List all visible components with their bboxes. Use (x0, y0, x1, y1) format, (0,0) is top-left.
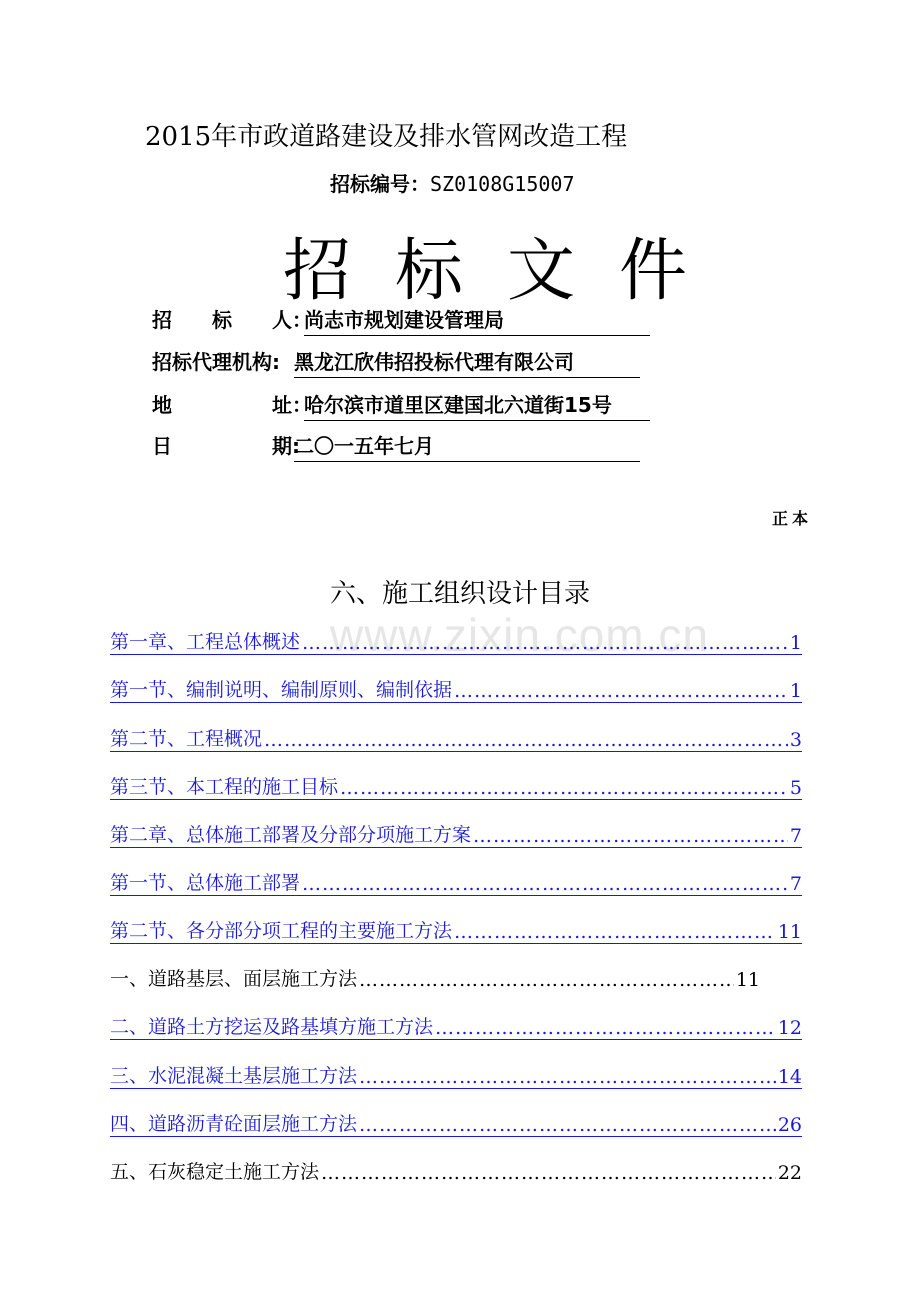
toc-heading: 六、施工组织设计目录 (329, 579, 590, 609)
toc-link-ch1[interactable] (110, 624, 802, 655)
toc-entry-lime-soil (110, 1154, 802, 1184)
toc-page-number: 3 (789, 729, 802, 751)
toc-leader-dots (454, 921, 776, 943)
toc-page-number: 12 (777, 1017, 802, 1039)
toc-leader-dots (359, 1114, 776, 1136)
toc-entry-title: 四、道路沥青砼面层施工方法 (110, 1113, 358, 1135)
info-value-tenderer: 尚志市规划建设管理局 (304, 304, 650, 336)
toc-entry-title: 第一章、工程总体概述 (110, 631, 301, 653)
toc-leader-dots (454, 680, 788, 702)
toc-entry-title: 第一节、编制说明、编制原则、编制依据 (110, 679, 453, 701)
toc-page-number: 7 (789, 873, 802, 895)
toc-leader-dots (264, 729, 788, 751)
bid-number-label: 招标编号： (330, 172, 430, 196)
toc-page-number: 5 (789, 777, 802, 799)
toc-page-number: 22 (777, 1162, 802, 1184)
toc-leader-dots (435, 1017, 776, 1039)
toc-entry-title: 第二章、总体施工部署及分部分项施工方案 (110, 824, 472, 846)
toc-page-number: 26 (777, 1114, 802, 1136)
info-value-address: 哈尔滨市道里区建国北六道街15号 (304, 389, 650, 421)
info-label-address: 地 址： (152, 393, 312, 417)
toc-entry-title: 第三节、本工程的施工目标 (110, 776, 339, 798)
toc-entry-title: 五、石灰稳定土施工方法 (110, 1161, 320, 1183)
toc-link-ch2[interactable] (110, 817, 802, 848)
toc-page-number: 14 (777, 1066, 802, 1088)
toc-entry-title: 第二节、各分部分项工程的主要施工方法 (110, 920, 453, 942)
info-label-tenderer: 招 标 人： (152, 308, 312, 332)
toc-page-number: 1 (789, 632, 802, 654)
info-value-date: 二〇一五年七月 (294, 430, 640, 462)
toc-leader-dots (321, 1162, 776, 1184)
toc-leader-dots (359, 1066, 776, 1088)
toc-entry-title: 三、水泥混凝土基层施工方法 (110, 1065, 358, 1087)
toc-link-ch1-sec3[interactable] (110, 769, 802, 800)
info-label-agency: 招标代理机构: (152, 350, 280, 374)
bid-number (330, 168, 575, 197)
bid-number-value: SZ0108G15007 (430, 172, 575, 196)
toc-leader-dots (359, 969, 734, 991)
toc-page-number: 7 (789, 825, 802, 847)
document-title: 招标文件 (283, 232, 732, 311)
project-title: 2015年市政道路建设及排水管网改造工程 (145, 122, 628, 152)
toc-entry-title: 第二节、工程概况 (110, 728, 263, 750)
toc-link-ch2-sec2[interactable] (110, 913, 802, 944)
toc-page-number: 11 (735, 969, 760, 991)
toc-link-asphalt[interactable] (110, 1106, 802, 1137)
toc-link-ch1-sec1[interactable] (110, 672, 802, 703)
toc-link-ch1-sec2[interactable] (110, 721, 802, 752)
toc-page-number: 11 (777, 921, 802, 943)
toc-entry-title: 二、道路土方挖运及路基填方施工方法 (110, 1016, 434, 1038)
toc-leader-dots (340, 777, 788, 799)
info-label-date: 日 期: (152, 434, 300, 458)
original-copy-mark: 正本 (771, 509, 812, 528)
toc-page-number: 1 (789, 680, 802, 702)
toc-entry-road-base (110, 961, 760, 991)
toc-link-concrete-base[interactable] (110, 1058, 802, 1089)
info-value-agency: 黑龙江欣伟招投标代理有限公司 (294, 346, 640, 378)
toc-link-ch2-sec1[interactable] (110, 865, 802, 896)
toc-leader-dots (302, 873, 788, 895)
toc-entry-title: 一、道路基层、面层施工方法 (110, 968, 358, 990)
toc-leader-dots (302, 632, 788, 654)
toc-entry-title: 第一节、总体施工部署 (110, 872, 301, 894)
watermark: www.zixin.com.cn (330, 609, 709, 661)
toc-link-earthwork[interactable] (110, 1009, 802, 1040)
toc-leader-dots (473, 825, 788, 847)
